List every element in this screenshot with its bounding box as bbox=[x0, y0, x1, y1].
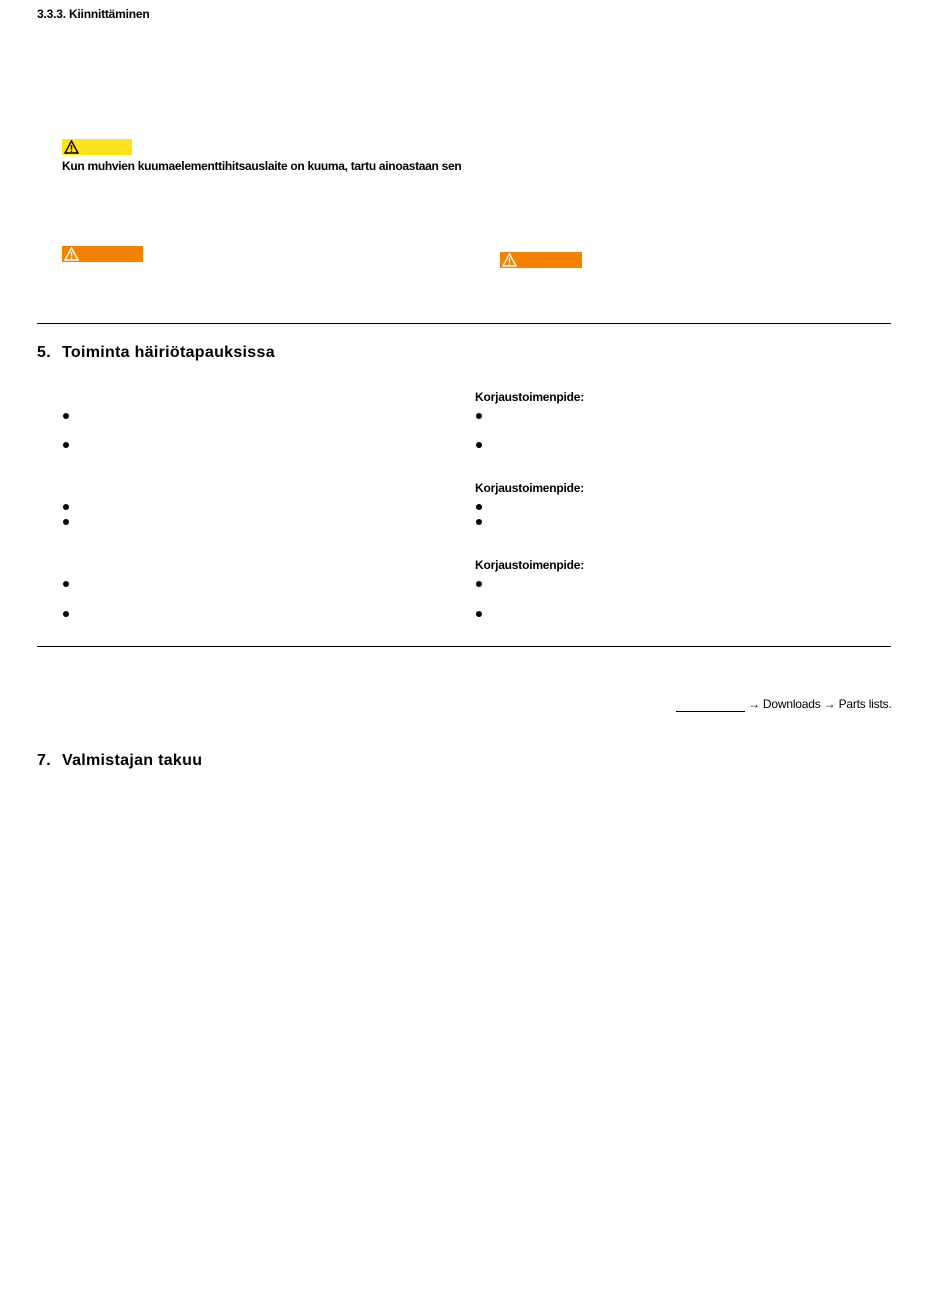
warning-label bbox=[500, 252, 582, 268]
divider bbox=[37, 323, 891, 324]
section-number: 5. bbox=[37, 344, 51, 361]
corrective-action-label: Korjaustoimenpide: bbox=[475, 481, 585, 495]
link-underline[interactable] bbox=[676, 711, 745, 712]
list-bullet bbox=[476, 504, 482, 510]
list-bullet bbox=[63, 581, 69, 587]
caution-label bbox=[62, 139, 132, 155]
list-bullet bbox=[63, 504, 69, 510]
caution-text: Kun muhvien kuumaelementtihitsauslaite on kuuma, tartu ainoastaan sen bbox=[62, 159, 462, 173]
corrective-action-label: Korjaustoimenpide: bbox=[475, 390, 585, 404]
list-bullet bbox=[63, 519, 69, 525]
section-5-heading bbox=[37, 344, 275, 362]
list-bullet bbox=[63, 442, 69, 448]
subheading: 3.3.3. Kiinnittäminen bbox=[37, 7, 150, 21]
list-bullet bbox=[63, 611, 69, 617]
downloads-path: → Downloads → Parts lists. bbox=[748, 697, 892, 711]
section-7-heading bbox=[37, 752, 202, 770]
list-bullet bbox=[476, 581, 482, 587]
section-title: Valmistajan takuu bbox=[62, 752, 203, 769]
list-bullet bbox=[476, 611, 482, 617]
section-number: 7. bbox=[37, 752, 51, 769]
corrective-action-label: Korjaustoimenpide: bbox=[475, 558, 585, 572]
list-bullet bbox=[63, 413, 69, 419]
list-bullet bbox=[476, 413, 482, 419]
section-title: Toiminta häiriötapauksissa bbox=[62, 344, 275, 361]
divider bbox=[37, 646, 891, 647]
warning-triangle-icon bbox=[64, 140, 79, 154]
warning-label bbox=[62, 246, 143, 262]
list-bullet bbox=[476, 519, 482, 525]
warning-triangle-icon bbox=[502, 253, 517, 267]
warning-triangle-icon bbox=[64, 247, 79, 261]
list-bullet bbox=[476, 442, 482, 448]
